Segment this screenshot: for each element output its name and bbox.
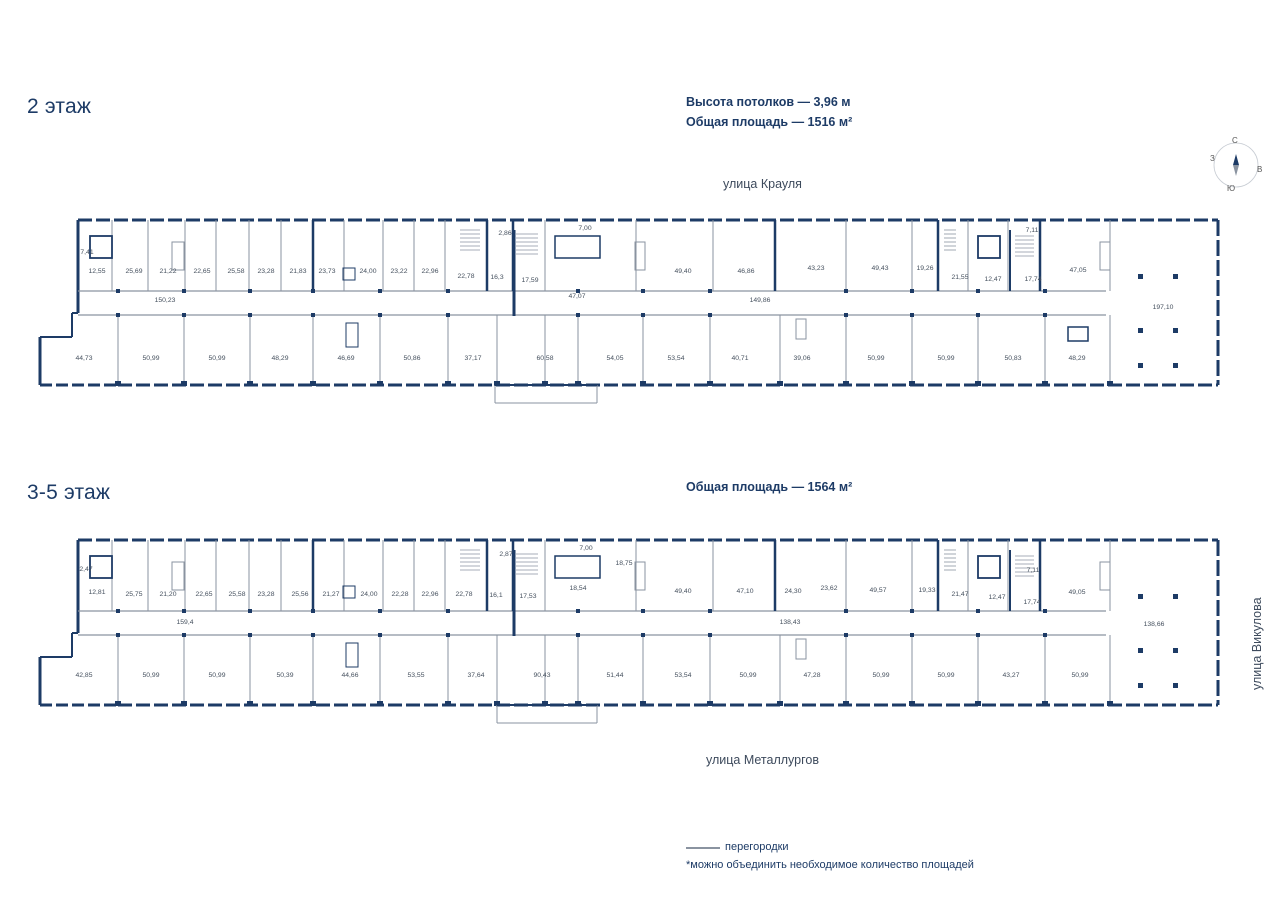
column [1138,328,1143,333]
room-area-label: 25,69 [125,268,143,275]
corridor-area-label: 150,23 [154,297,176,304]
room-area-label: 48,29 [271,355,289,362]
column [182,289,186,293]
room-area-label: 50,99 [867,355,885,362]
utility-box [343,268,355,280]
room-area-label: 25,75 [125,591,143,598]
column [446,633,450,637]
room-area-label: 49,40 [674,268,692,275]
utility-box [172,562,184,590]
partition-legend-line [686,847,720,849]
room-area-label: 7,11 [1026,567,1040,574]
room-area-label: 50,99 [739,672,757,679]
room-area-label: 7,11 [1025,227,1039,234]
utility-box [1068,327,1088,341]
column [844,313,848,317]
compass-west: З [1210,154,1215,163]
column [910,633,914,637]
column [641,313,645,317]
column [116,609,120,613]
column [1043,633,1047,637]
utility-box [796,639,806,659]
column [1107,701,1113,706]
column [975,701,981,706]
room-area-label: 23,73 [318,268,336,275]
column [311,289,315,293]
column [576,609,580,613]
room-area-label: 21,22 [159,268,177,275]
room-area-label: 21,20 [159,591,177,598]
column [910,609,914,613]
room-area-label: 25,58 [227,268,245,275]
corridor-area-label: 149,86 [749,297,771,304]
room-area-label: 47,10 [736,588,754,595]
room-area-label: 23,22 [390,268,408,275]
column [976,289,980,293]
room-area-label: 47,28 [803,672,821,679]
compass-south: Ю [1227,184,1236,193]
column [181,381,187,386]
room-area-label: 2,86 [498,230,512,237]
room-area-label: 54,05 [606,355,624,362]
column [182,313,186,317]
room-area-label: 37,64 [467,672,485,679]
column [777,701,783,706]
room-area-label: 42,85 [75,672,93,679]
room-area-label: 43,27 [1002,672,1020,679]
corridor-area-label: 159,4 [176,619,194,626]
lift-shaft [90,556,112,578]
column [115,701,121,706]
lift-shaft [978,236,1000,258]
room-area-label: 24,30 [784,588,802,595]
column [446,609,450,613]
column [248,609,252,613]
column [707,381,713,386]
column [909,701,915,706]
column [1138,274,1143,279]
room-area-label: 12,47 [984,276,1002,283]
room-area-label: 90,43 [533,672,551,679]
utility-box [343,586,355,598]
column [640,701,646,706]
column [1173,648,1178,653]
room-area-label: 24,00 [360,591,378,598]
column [843,701,849,706]
column [378,313,382,317]
room-area-label: 23,28 [257,268,275,275]
column [311,633,315,637]
room-area-label: 197,10 [1152,304,1174,311]
column [182,609,186,613]
room-area-label: 18,75 [615,560,633,567]
column [116,313,120,317]
column [708,313,712,317]
column [248,313,252,317]
column [1043,289,1047,293]
room-area-label: 22,28 [391,591,409,598]
legend-note: *можно объединить необходимое количество площадей [686,859,974,871]
column [976,609,980,613]
room-area-label: 24,00 [359,268,377,275]
column [181,701,187,706]
room-area-label: 50,99 [1071,672,1089,679]
room-area-label: 2,87 [499,551,513,558]
room-area-label: 49,57 [869,587,887,594]
column [641,633,645,637]
column [844,633,848,637]
column [910,313,914,317]
room-area-label: 44,73 [75,355,93,362]
column [777,381,783,386]
room-area-label: 39,06 [793,355,811,362]
column [707,701,713,706]
room-area-label: 37,17 [464,355,482,362]
column [378,289,382,293]
column [1138,363,1143,368]
room-area-label: 50,99 [142,355,160,362]
column [378,609,382,613]
room-area-label: 7,41 [80,249,94,256]
column [247,381,253,386]
room-area-label: 22,96 [421,591,439,598]
column [377,701,383,706]
room-area-label: 50,99 [937,355,955,362]
ceiling-height-text: Высота потолков — 3,96 м [686,95,851,109]
column [1173,328,1178,333]
floor-3-5-title: 3-5 этаж [27,481,111,504]
room-area-label: 53,54 [674,672,692,679]
utility-box [172,242,184,270]
street-east: улица Викулова [1250,597,1264,690]
column [1042,381,1048,386]
room-area-label: 12,47 [988,594,1006,601]
room-area-label: 19,33 [918,587,936,594]
column [975,381,981,386]
lift-shaft [555,556,600,578]
room-area-label: 53,55 [407,672,425,679]
room-area-label: 40,71 [731,355,749,362]
room-area-label: 46,69 [337,355,355,362]
room-area-label: 22,65 [195,591,213,598]
room-area-label: 21,27 [322,591,340,598]
room-area-label: 17,59 [521,277,539,284]
utility-box [796,319,806,339]
room-area-label: 47,05 [1069,267,1087,274]
room-area-label: 50,39 [276,672,294,679]
column [1173,594,1178,599]
column [445,381,451,386]
room-area-label: 50,86 [403,355,421,362]
utility-box [1100,242,1110,270]
column [115,381,121,386]
room-area-label: 12,81 [88,589,106,596]
column [446,313,450,317]
column [377,381,383,386]
room-area-label: 12,55 [88,268,106,275]
room-area-label: 16,1 [489,592,503,599]
room-area-label: 21,83 [289,268,307,275]
column [909,381,915,386]
column [1173,683,1178,688]
corridor-area-label: 138,43 [779,619,801,626]
utility-box [1100,562,1110,590]
room-area-label: 50,99 [208,672,226,679]
column [310,701,316,706]
street-north: улица Крауля [723,177,802,191]
utility-box [346,323,358,347]
column [1043,609,1047,613]
room-area-label: 22,78 [457,273,475,280]
column [248,633,252,637]
column [182,633,186,637]
column [708,609,712,613]
compass-north: С [1232,136,1238,145]
compass-east: В [1257,165,1263,174]
room-area-label: 2,47 [79,566,93,573]
room-area-label: 49,40 [674,588,692,595]
column [576,313,580,317]
room-area-label: 46,86 [737,268,755,275]
column [976,633,980,637]
room-area-label: 50,99 [142,672,160,679]
room-area-label: 50,99 [208,355,226,362]
room-area-label: 50,99 [872,672,890,679]
room-area-label: 25,56 [291,591,309,598]
room-area-label: 138,66 [1143,621,1165,628]
lift-shaft [555,236,600,258]
column [247,701,253,706]
column [576,633,580,637]
room-area-label: 51,44 [606,672,624,679]
utility-box [346,643,358,667]
column [311,313,315,317]
room-area-label: 23,62 [820,585,838,592]
room-area-label: 22,96 [421,268,439,275]
room-area-label: 21,47 [951,591,969,598]
room-area-label: 17,74 [1024,276,1042,283]
column [843,381,849,386]
column [311,609,315,613]
room-area-label: 21,55 [951,274,969,281]
room-area-label: 7,00 [579,545,593,552]
column [708,289,712,293]
room-area-label: 16,3 [490,274,504,281]
column [1173,274,1178,279]
column [116,633,120,637]
room-area-label: 17,53 [519,593,537,600]
street-south: улица Металлургов [706,753,819,767]
column [641,289,645,293]
column [844,609,848,613]
column [248,289,252,293]
partition-legend-label: перегородки [725,841,789,853]
column [310,381,316,386]
room-area-label: 49,05 [1068,589,1086,596]
room-area-label: 53,54 [667,355,685,362]
room-area-label: 19,26 [916,265,934,272]
room-area-label: 22,78 [455,591,473,598]
column [641,609,645,613]
column [910,289,914,293]
room-area-label: 17,74 [1023,599,1041,606]
room-area-label: 43,23 [807,265,825,272]
room-area-label: 50,83 [1004,355,1022,362]
column [1043,313,1047,317]
room-area-label: 60,58 [536,355,554,362]
room-area-label: 48,29 [1068,355,1086,362]
column [116,289,120,293]
total-area-text: Общая площадь — 1516 м² [686,115,853,129]
column [1138,594,1143,599]
room-area-label: 18,54 [569,585,587,592]
column [446,289,450,293]
column [844,289,848,293]
floor-2-title: 2 этаж [27,95,92,118]
room-area-label: 22,65 [193,268,211,275]
column [640,381,646,386]
column [976,313,980,317]
column [1042,701,1048,706]
column [378,633,382,637]
room-area-label: 44,66 [341,672,359,679]
room-area-label: 47,07 [568,293,586,300]
column [1138,683,1143,688]
column [708,633,712,637]
room-area-label: 7,00 [578,225,592,232]
column [445,701,451,706]
room-area-label: 25,58 [228,591,246,598]
total-area-text: Общая площадь — 1564 м² [686,480,853,494]
lift-shaft [978,556,1000,578]
room-area-label: 49,43 [871,265,889,272]
room-area-label: 23,28 [257,591,275,598]
room-area-label: 50,99 [937,672,955,679]
column [1173,363,1178,368]
column [1138,648,1143,653]
column [1107,381,1113,386]
